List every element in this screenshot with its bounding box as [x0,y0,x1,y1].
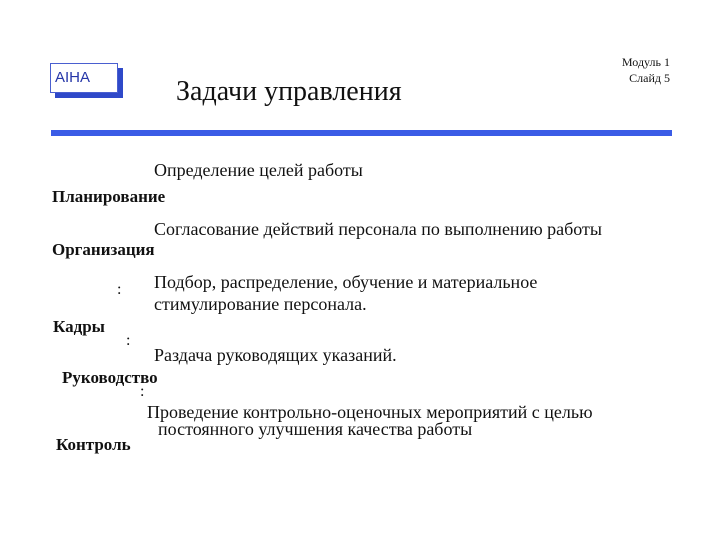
aiha-logo [50,63,118,93]
slide-title: Задачи управления [176,76,402,107]
separator-colon: : [140,383,145,400]
staff-heading: Кадры [53,317,105,336]
staff-description-line1: Подбор, распределение, обучение и материальное [154,272,538,292]
module-info [612,54,670,86]
leadership-heading: Руководство [62,368,158,387]
organization-heading: Организация [52,240,155,259]
logo-text: AIHA [55,69,91,86]
control-description-line1: Проведение контрольно-оценочных мероприятий с целью [147,402,593,422]
control-description-line2: постоянного улучшения качества работы [158,419,473,439]
module-number: Модуль 1 [621,55,670,69]
planning-heading: Планирование [52,187,166,206]
planning-description: Определение целей работы [154,160,363,180]
staff-description-line2: стимулирование персонала. [154,294,367,314]
separator-colon: : [117,281,122,298]
separator-colon: : [126,332,131,349]
slide-number: Слайд 5 [629,71,670,85]
control-heading: Контроль [56,435,131,454]
leadership-description: Раздача руководящих указаний. [154,345,397,365]
organization-description: Согласование действий персонала по выполнению работы [154,219,603,239]
title-divider [51,130,672,136]
